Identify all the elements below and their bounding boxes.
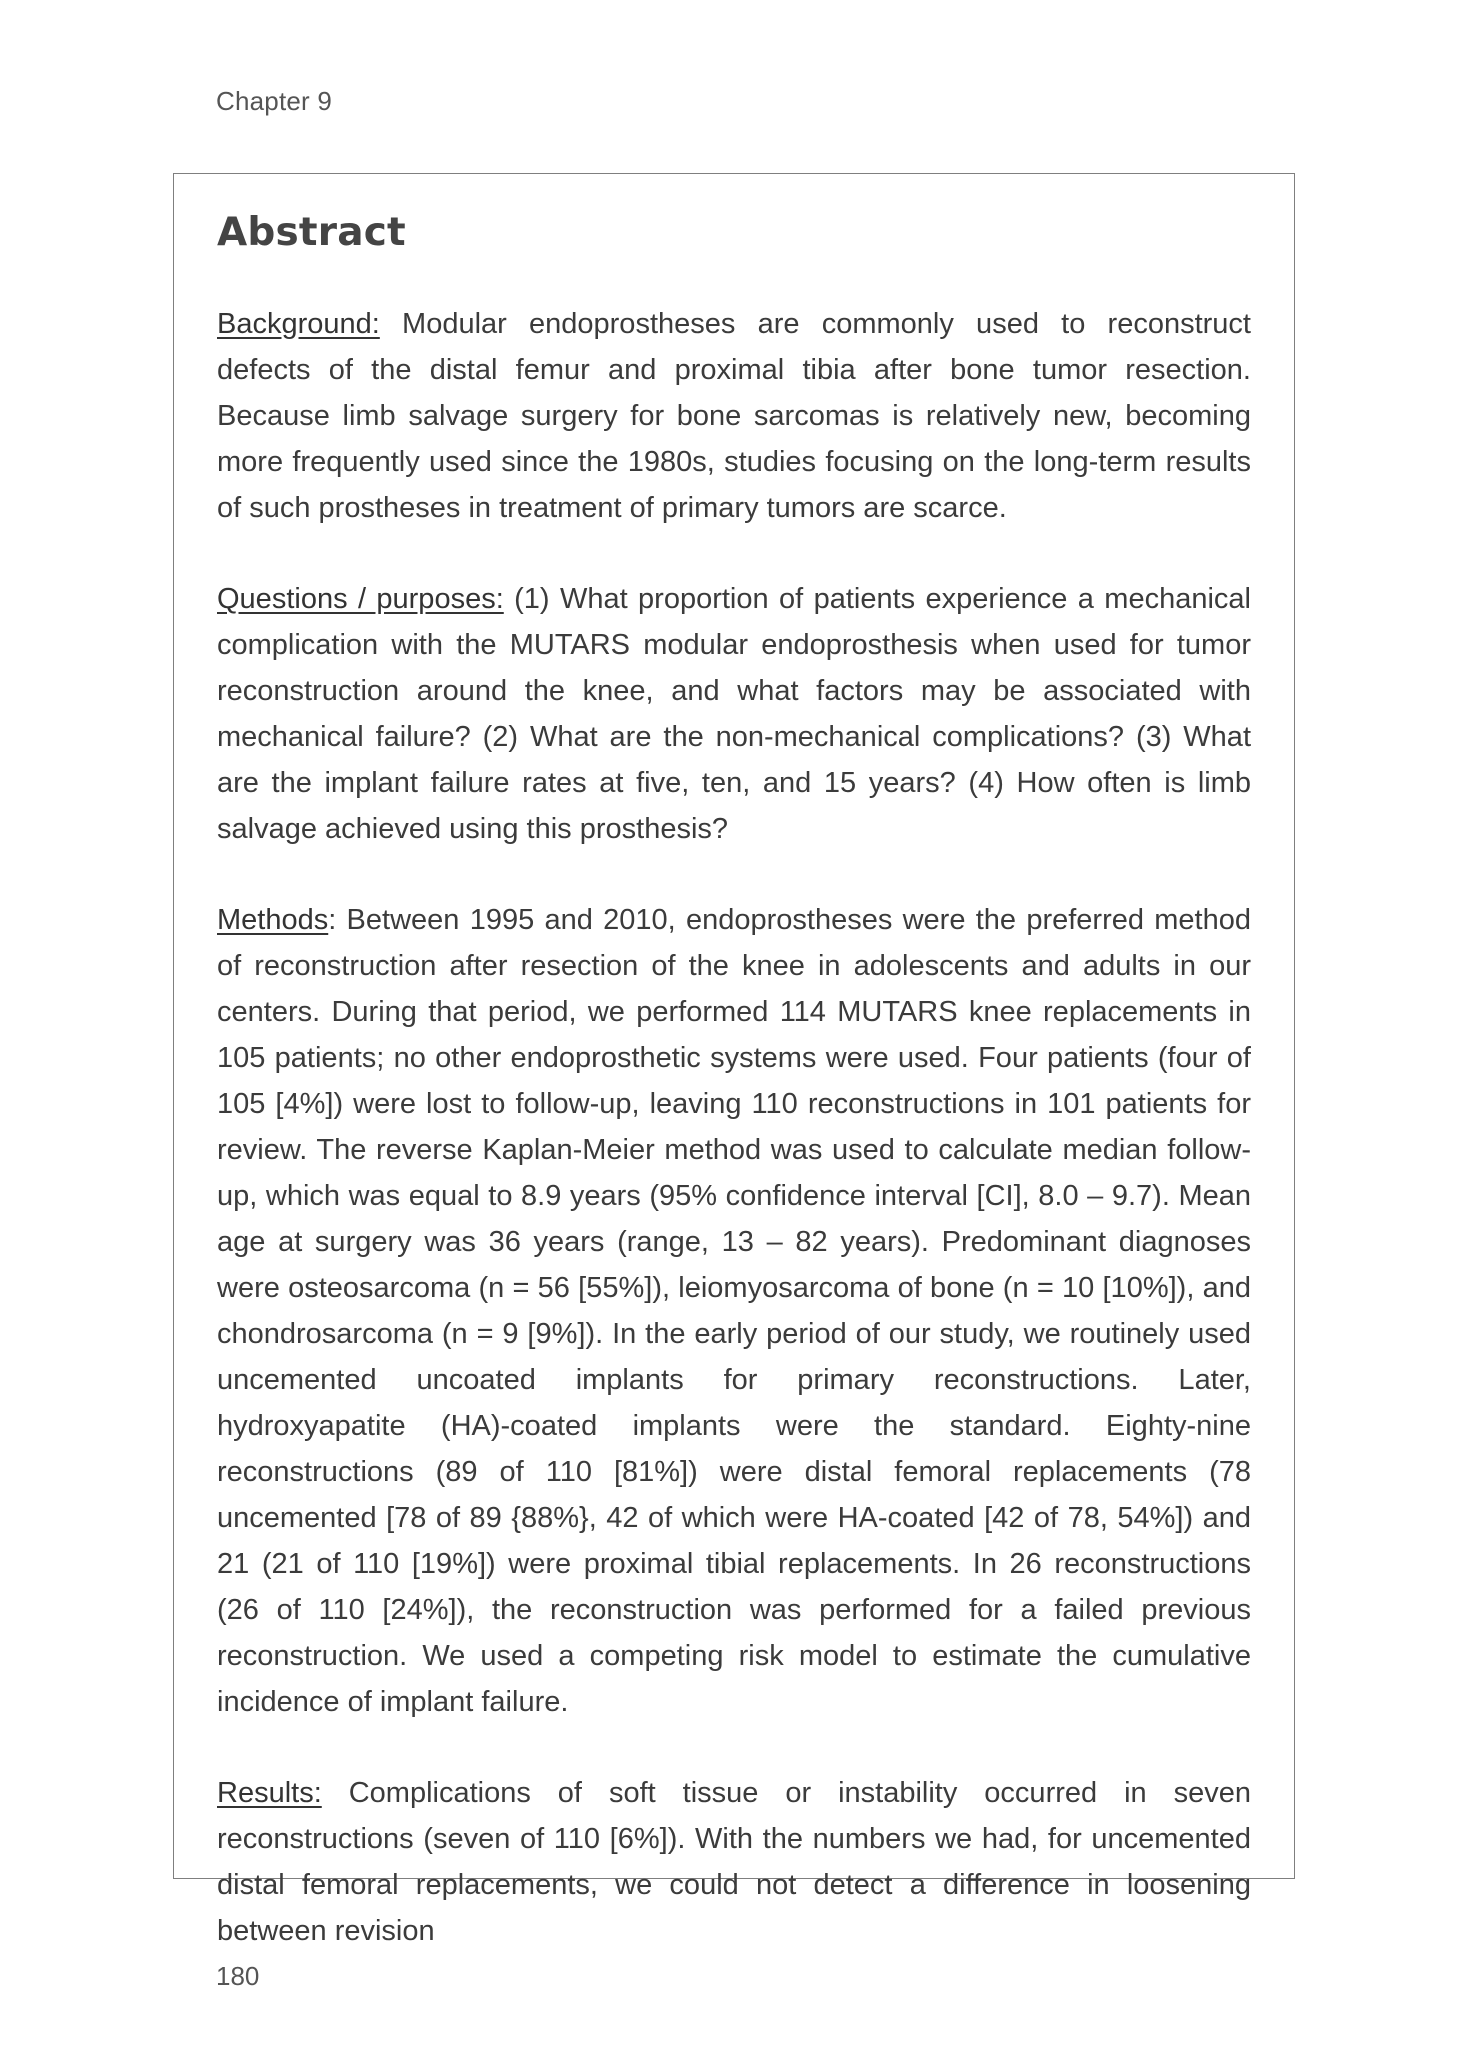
section-text-methods: : Between 1995 and 2010, endoprostheses were the preferred method of reconstruction after resection of the knee in adolescents and adults in our centers. During that period, we performed 114 MUTARS knee replacements in 105 patients; no other endoprosthetic systems were used. Four patients (four of 105 [4%]) were lost to follow-up, leaving 110 reconstructions in 101 patients for review. The reverse Kaplan-Meier method was used to calculate median follow-up, which was equal to 8.9 years (95% confidence interval [CI], 8.0 – 9.7). Mean age at surgery was 36 years (range, 13 – 82 years). Predominant diagnoses were osteosarcoma (n = 56 [55%]), leiomyosarcoma of bone (n = 10 [10%]), and chondrosarcoma (n = 9 [9%]). In the early period of our study, we routinely used uncemented uncoated implants for primary reconstructions. Later, hydroxyapatite (HA)-coated implants were the standard. Eighty-nine reconstructions (89 of 110 [81%]) were distal femoral replacements (78 uncemented [78 of 89 {88%}, 42 of which were HA-coated [42 of 78, 54%]) and 21 (21 of 110 [19%]) were proximal tibial replacements. In 26 reconstructions (26 of 110 [24%]), the reconstruction was performed for a failed previous reconstruction. We used a competing risk model to estimate the cumulative incidence of implant failure. [217, 903, 1251, 1718]
section-label-questions: Questions / purposes: [217, 582, 504, 615]
abstract-section-results [217, 1770, 1251, 1954]
section-text-results: Complications of soft tissue or instability occurred in seven reconstructions (seven of 110 [6%]). With the numbers we had, for uncemented distal femoral replacements, we could not detect a difference in loosening between revision [217, 1776, 1251, 1947]
abstract-section-background [217, 301, 1251, 531]
section-label-background: Background: [217, 307, 380, 340]
running-head: Chapter 9 [216, 86, 332, 116]
section-label-results: Results: [217, 1776, 322, 1809]
page-number: 180 [216, 1961, 260, 1991]
section-text-background: Modular endoprostheses are commonly used to reconstruct defects of the distal femur and proximal tibia after bone tumor resection. Because limb salvage surgery for bone sarcomas is relatively new, becoming more frequently used since the 1980s, studies focusing on the long-term results of such prostheses in treatment of primary tumors are scarce. [217, 307, 1251, 524]
section-text-questions: (1) What proportion of patients experience a mechanical complication with the MUTARS modular endoprosthesis when used for tumor reconstruction around the knee, and what factors may be associated with mechanical failure? (2) What are the non-mechanical complications? (3) What are the implant failure rates at five, ten, and 15 years? (4) How often is limb salvage achieved using this prosthesis? [217, 582, 1251, 845]
section-label-methods: Methods [217, 903, 329, 936]
abstract-section-questions [217, 576, 1251, 852]
abstract-section-methods [217, 897, 1251, 1725]
abstract-title: Abstract [217, 210, 406, 255]
abstract-box [173, 173, 1295, 1947]
